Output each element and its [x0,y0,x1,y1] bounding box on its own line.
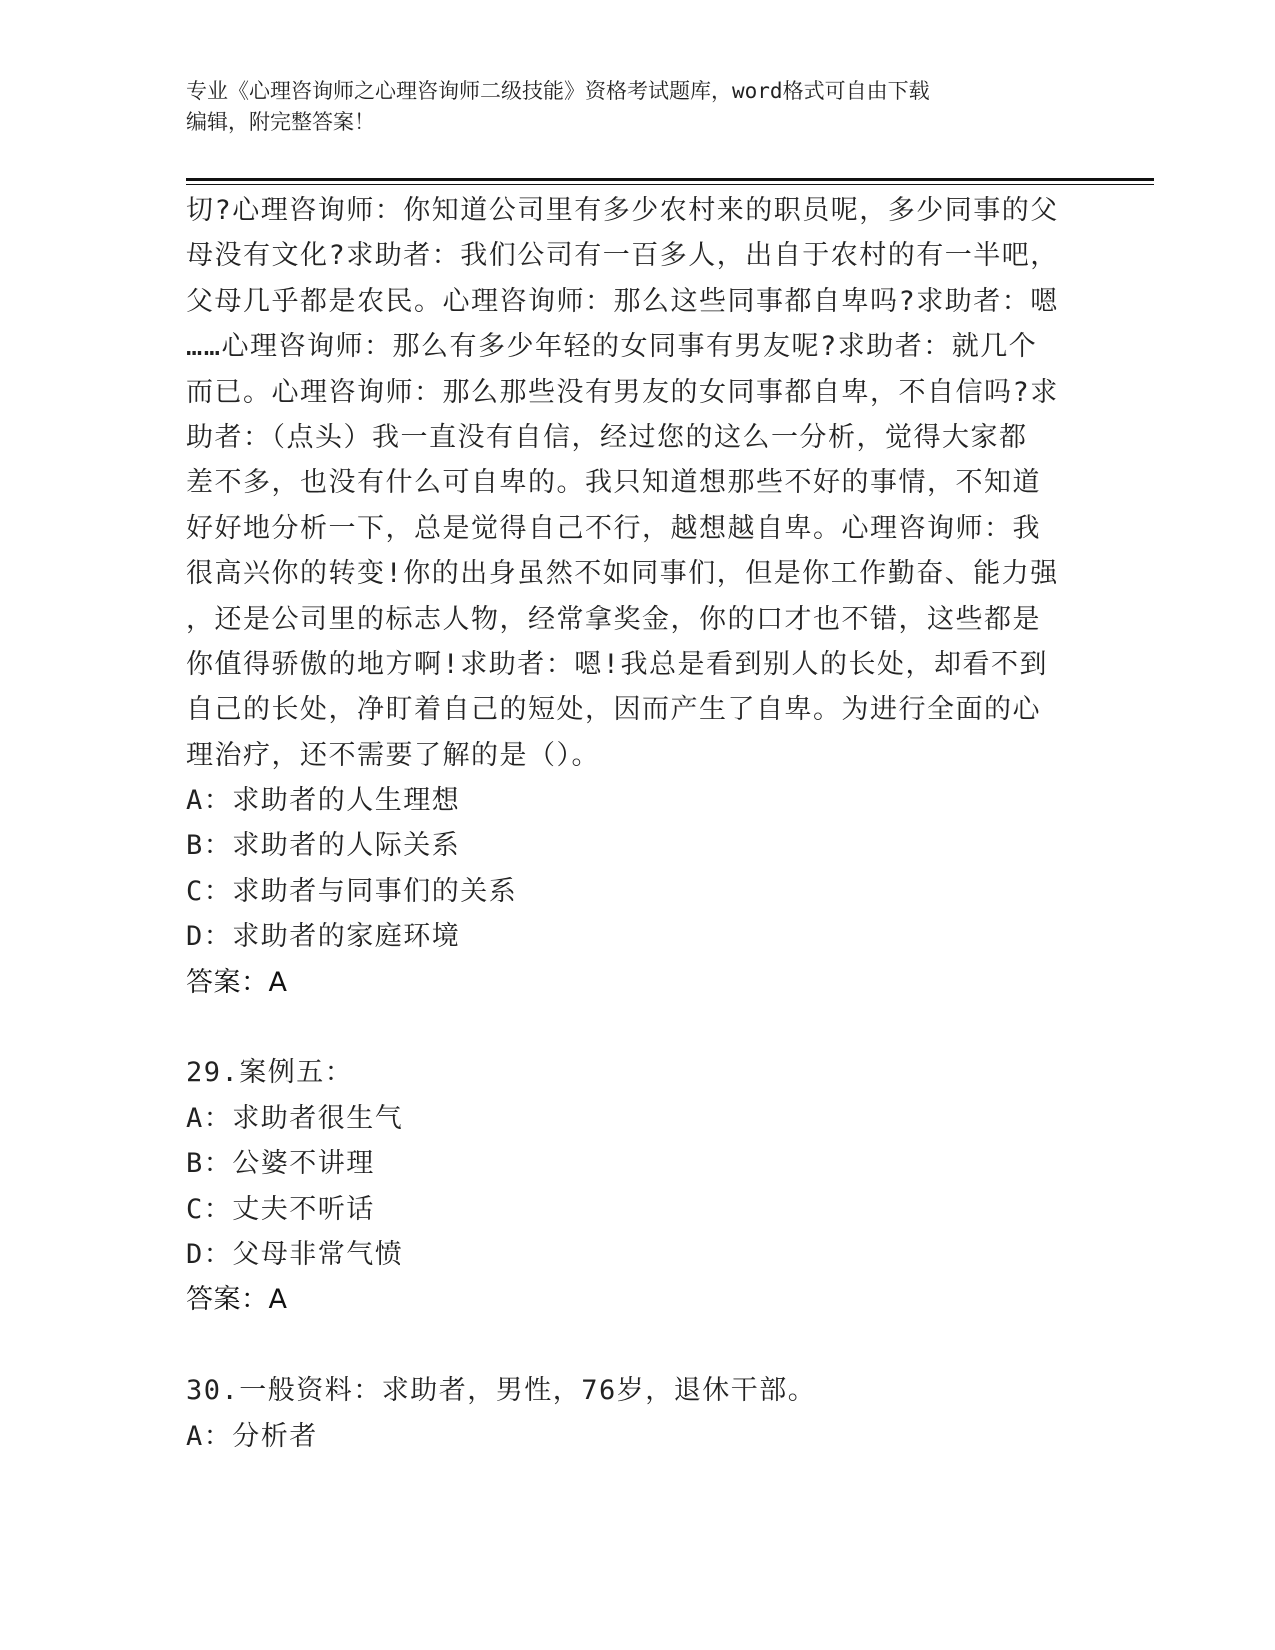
spacer [186,1323,1086,1368]
question-text-line: 而已。心理咨询师：那么那些没有男友的女同事都自卑，不自信吗?求 [186,376,1059,408]
question-text-line: 自己的长处，净盯着自己的短处，因而产生了自卑。为进行全面的心 [186,694,1041,726]
option-b: B：公婆不讲理 [186,1148,375,1180]
header-line-2: 编辑，附完整答案！ [186,110,375,134]
question-text-line: ……心理咨询师：那么有多少年轻的女同事有男友呢?求助者：就几个 [186,331,1038,363]
option-a: A：求助者的人生理想 [186,785,461,817]
question-text-line: 父母几乎都是农民。心理咨询师：那么这些同事都自卑吗?求助者：嗯 [186,285,1059,317]
answer-line: 答案：A [186,966,288,998]
question-content [186,188,1086,1459]
header-line-1: 专业《心理咨询师之心理咨询师二级技能》资格考试题库，word格式可自由下载 [186,79,930,103]
document-header [186,76,1066,138]
question-text-line: 切?心理咨询师：你知道公司里有多少农村来的职员呢，多少同事的父 [186,195,1059,226]
question-text-line: ，还是公司里的标志人物，经常拿奖金，你的口才也不错，这些都是 [186,603,1041,635]
option-d: D：求助者的家庭环境 [186,921,461,953]
question-30 [186,1368,1086,1459]
question-text-line: 你值得骄傲的地方啊!求助者：嗯!我总是看到别人的长处，却看不到 [186,648,1049,680]
spacer [186,1005,1086,1050]
question-text-line: 助者：（点头）我一直没有自信，经过您的这么一分析，觉得大家都 [186,421,1028,453]
option-b: B：求助者的人际关系 [186,830,461,862]
question-text-line: 很高兴你的转变!你的出身虽然不如同事们，但是你工作勤奋、能力强 [186,558,1059,590]
answer-line: 答案：A [186,1284,288,1316]
question-text-line: 差不多，也没有什么可自卑的。我只知道想那些不好的事情，不知道 [186,467,1041,499]
header-divider-thin [186,184,1154,185]
question-stem: 29.案例五： [186,1057,354,1089]
option-d: D：父母非常气愤 [186,1238,404,1270]
question-stem: 30.一般资料：求助者，男性，76岁，退休干部。 [186,1375,817,1407]
question-29 [186,1050,1086,1322]
option-c: C：求助者与同事们的关系 [186,875,518,907]
option-a: A：分析者 [186,1420,318,1452]
option-c: C：丈夫不听话 [186,1193,375,1225]
question-text-line: 理治疗，还不需要了解的是（）。 [186,739,600,771]
question-text-line: 母没有文化?求助者：我们公司有一百多人，出自于农村的有一半吧， [186,240,1059,272]
question-text-line: 好好地分析一下，总是觉得自己不行，越想越自卑。心理咨询师：我 [186,512,1041,544]
header-divider-thick [186,178,1154,181]
question-28 [186,188,1086,1005]
option-a: A：求助者很生气 [186,1102,404,1134]
